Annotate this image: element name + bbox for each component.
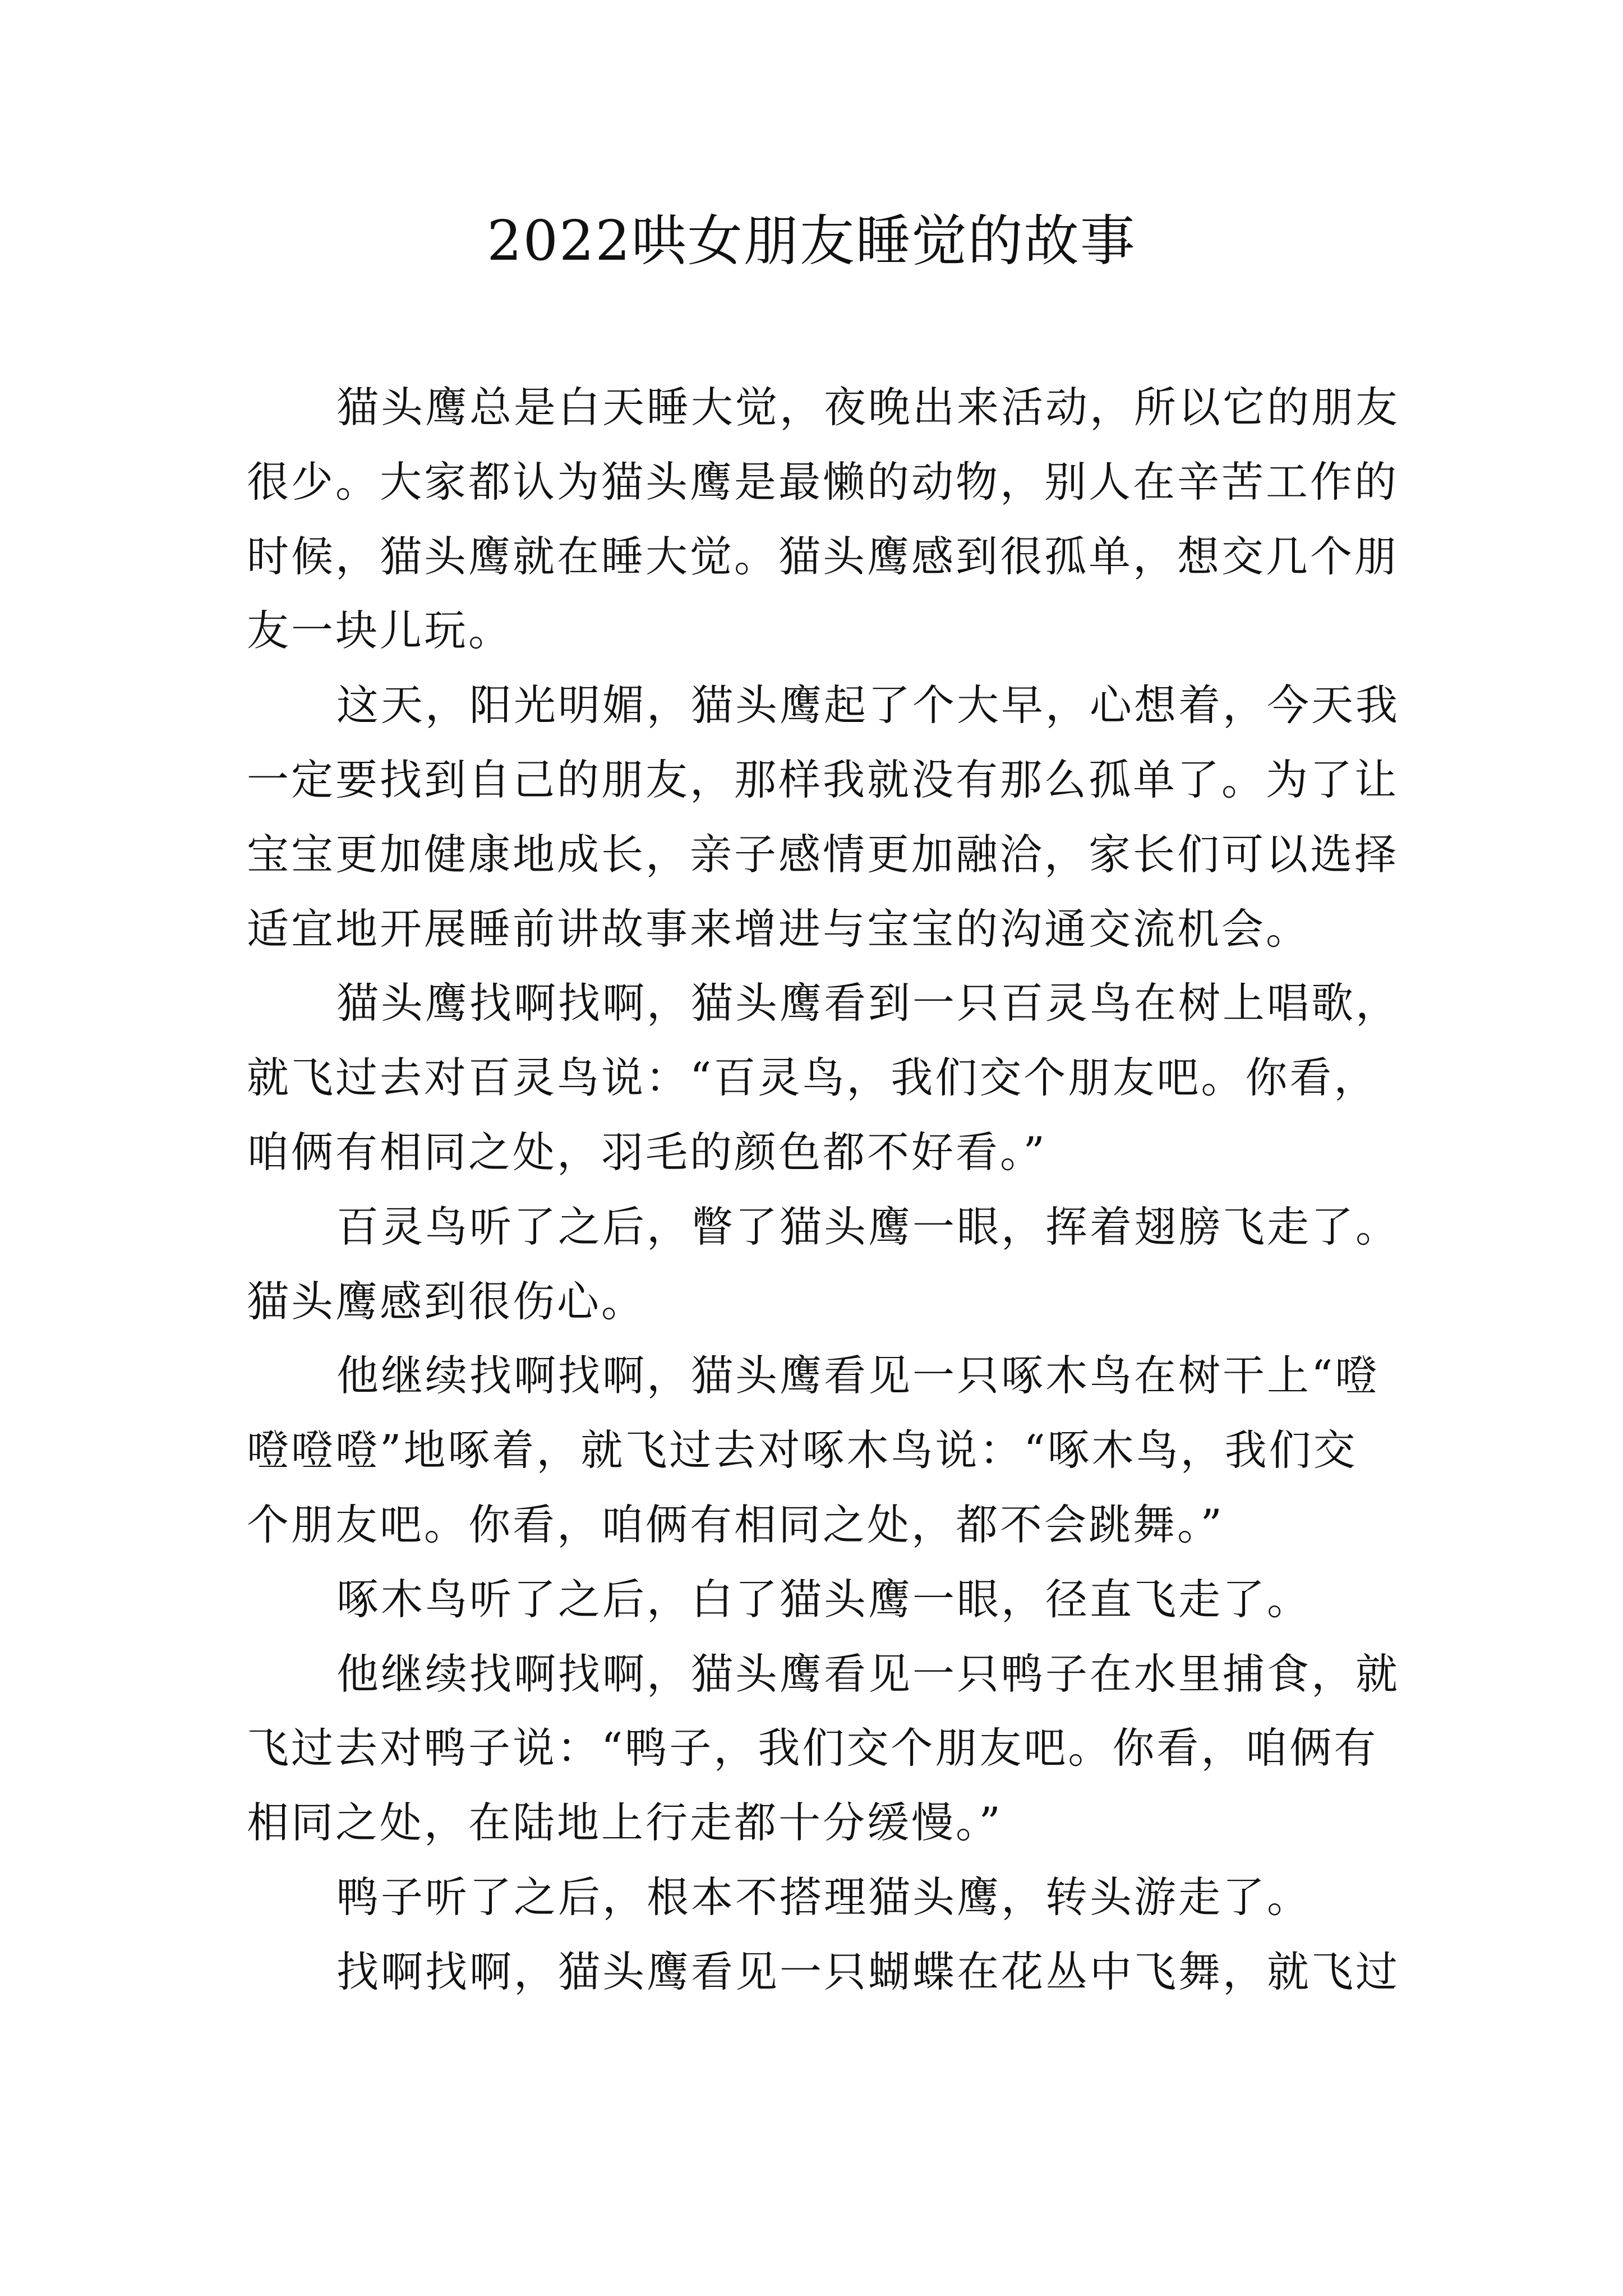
text-line: 就飞过去对百灵鸟说：“百灵鸟，我们交个朋友吧。你看， bbox=[247, 1053, 1378, 1103]
text-line: 他继续找啊找啊，猫头鹰看见一只啄木鸟在树干上“噔 bbox=[336, 1351, 1380, 1401]
text-line: 猫头鹰总是白天睡大觉，夜晚出来活动，所以它的朋友 bbox=[336, 383, 1400, 432]
text-line: 噔噔噔”地啄着，就飞过去对啄木鸟说：“啄木鸟，我们交 bbox=[247, 1425, 1358, 1475]
text-line: 宝宝更加健康地成长，亲子感情更加融洽，家长们可以选择 bbox=[247, 829, 1399, 879]
document-title: 2022哄女朋友睡觉的故事 bbox=[487, 209, 1136, 273]
text-line: 相同之处，在陆地上行走都十分缓慢。” bbox=[247, 1798, 1003, 1848]
text-line: 时候，猫头鹰就在睡大觉。猫头鹰感到很孤单，想交几个朋 bbox=[247, 531, 1399, 581]
text-line: 友一块儿玩。 bbox=[247, 606, 513, 656]
text-line: 咱俩有相同之处，羽毛的颜色都不好看。” bbox=[247, 1127, 1047, 1177]
text-line: 这天，阳光明媚，猫头鹰起了个大早，心想着，今天我 bbox=[336, 680, 1400, 730]
text-line: 他继续找啊找啊，猫头鹰看见一只鸭子在水里捕食，就 bbox=[336, 1649, 1400, 1699]
text-line: 适宜地开展睡前讲故事来增进与宝宝的沟通交流机会。 bbox=[247, 904, 1311, 954]
text-line: 百灵鸟听了之后，瞥了猫头鹰一眼，挥着翅膀飞走了。 bbox=[336, 1202, 1400, 1251]
text-line: 个朋友吧。你看，咱俩有相同之处，都不会跳舞。” bbox=[247, 1499, 1224, 1549]
text-line: 啄木鸟听了之后，白了猫头鹰一眼，径直飞走了。 bbox=[336, 1574, 1312, 1624]
text-line: 飞过去对鸭子说：“鸭子，我们交个朋友吧。你看，咱俩有 bbox=[247, 1723, 1378, 1773]
text-line: 找啊找啊，猫头鹰看见一只蝴蝶在花丛中飞舞，就飞过 bbox=[336, 1947, 1400, 1996]
text-line: 很少。大家都认为猫头鹰是最懒的动物，别人在辛苦工作的 bbox=[247, 457, 1399, 507]
document-body bbox=[247, 370, 1400, 2009]
text-line: 猫头鹰感到很伤心。 bbox=[247, 1276, 646, 1326]
text-line: 一定要找到自己的朋友，那样我就没有那么孤单了。为了让 bbox=[247, 754, 1399, 804]
text-line: 鸭子听了之后，根本不搭理猫头鹰，转头游走了。 bbox=[336, 1872, 1312, 1922]
text-line: 猫头鹰找啊找啊，猫头鹰看到一只百灵鸟在树上唱歌， bbox=[336, 978, 1400, 1028]
